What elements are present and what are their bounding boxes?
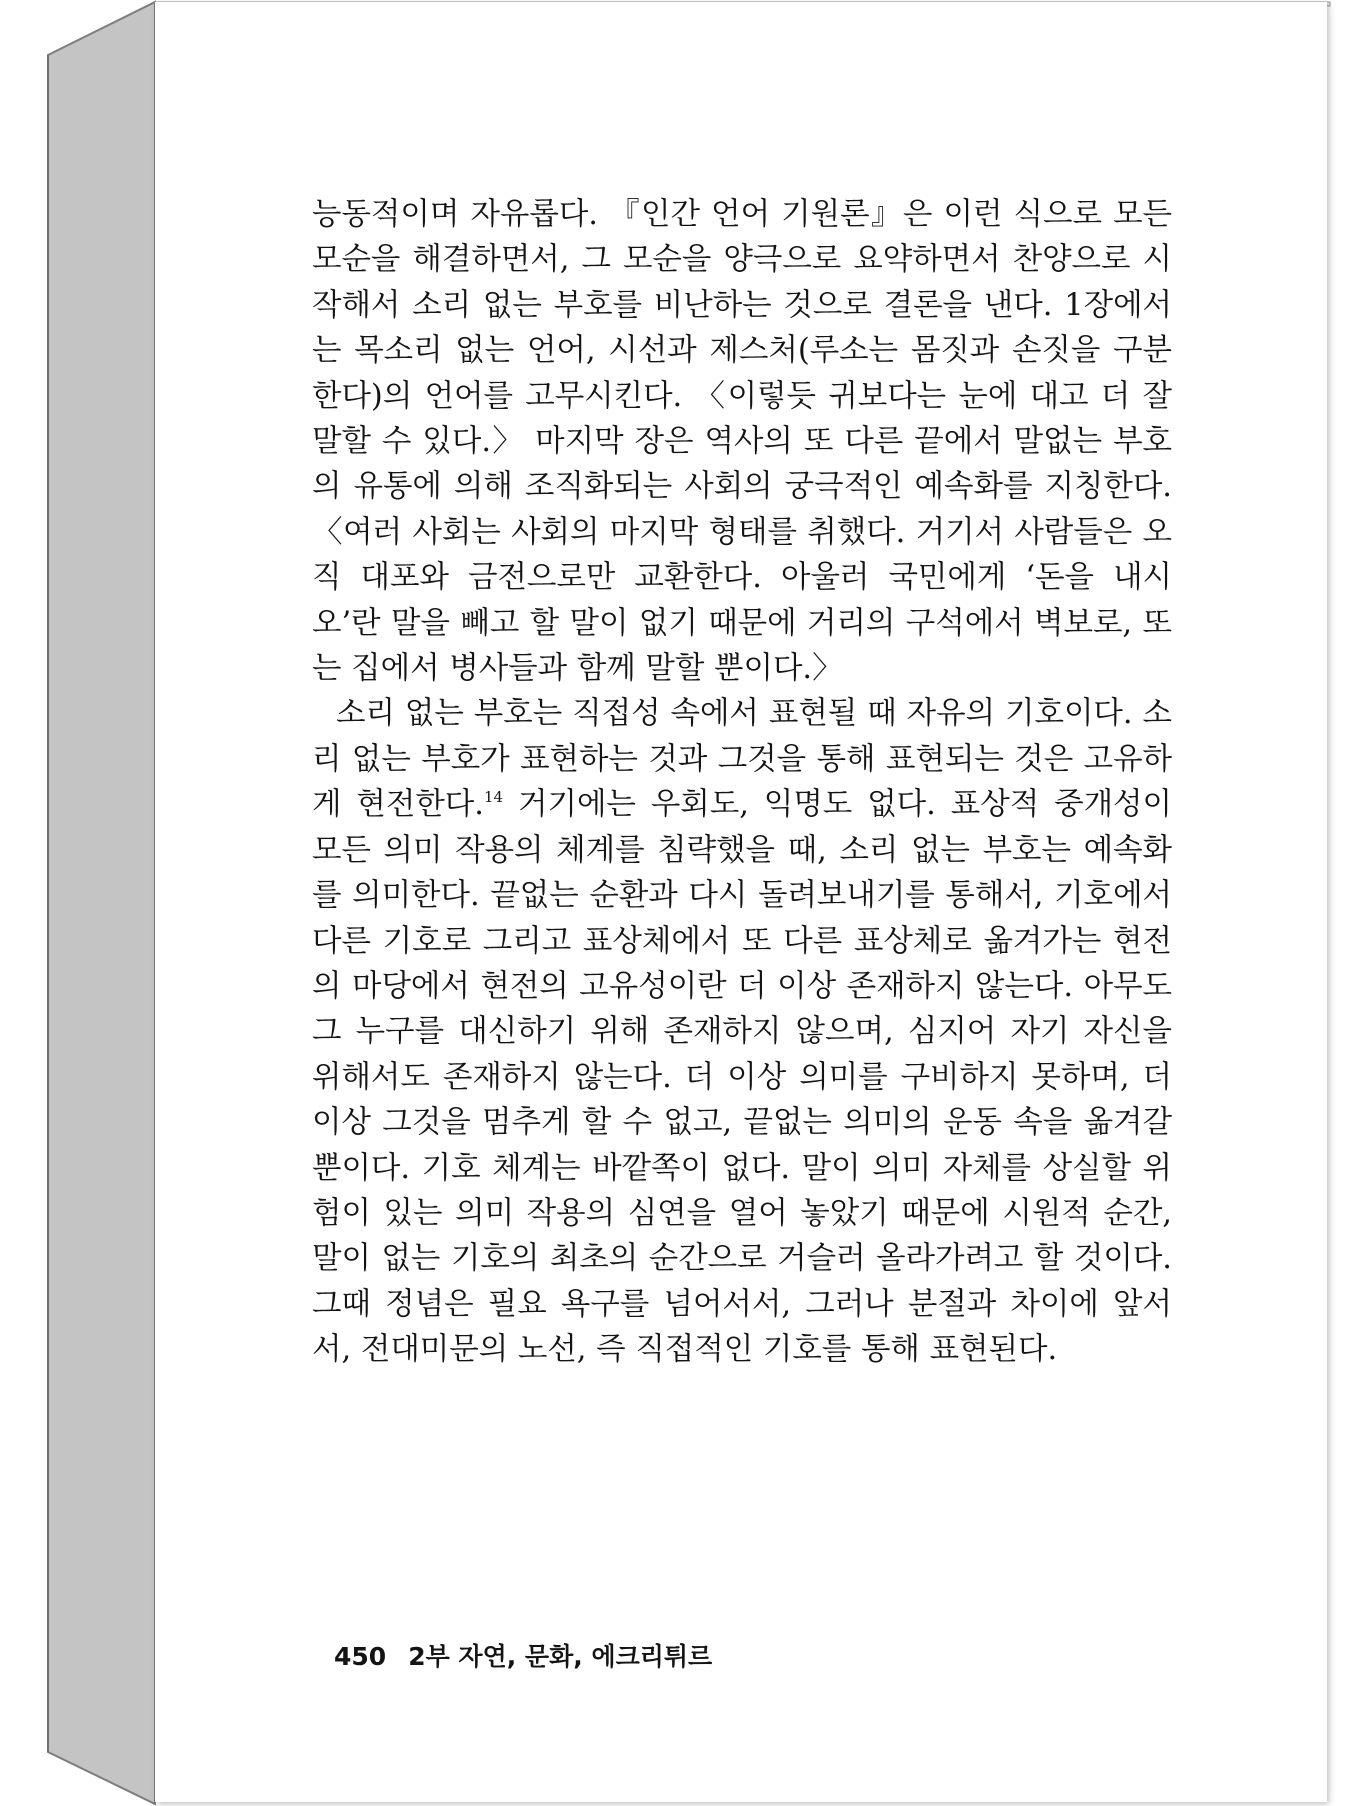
paragraph-2-text-before: 소리 없는 부호는 직접성 속에서 표현될 때 자유의 기호이다. 소리 없는 부호가 표현하는 것과 그것을 통해 표현되는 것은 고유하게 현전한다.: [312, 696, 1172, 823]
paragraph-2-text-after: 거기에는 우회도, 익명도 없다. 표상적 중개성이 모든 의미 작용의 체계를 침략했을 때, 소리 없는 부호는 예속화를 의미한다. 끝없는 순환과 다시 돌려보내기를 통해서, 기호에서 다른 기호로 그리고 표상체에서 또 다른 표상체로 옮겨가는 현전의 마당에서 현전의 고유성이란 더 이상 존재하지 않는다. 아무도 그 누구를 대신하기 위해 존재하지 않으며, 심지어 자기 자신을 위해서도 존재하지 않는다. 더 이상 의미를 구비하지 못하며, 더 이상 그것을 멈추게 할 수 없고, 끝없는 의미의 운동 속을 옮겨갈 뿐이다. 기호 체계는 바깥쪽이 없다. 말이 의미 자체를 상실할 위험이 있는 의미 작용의 심연을 열어 놓았기 때문에 시원적 순간, 말이 없는 기호의 최초의 순간으로 거슬러 올라가려고 할 것이다. 그때 정념은 필요 욕구를 넘어서서, 그러나 분절과 차이에 앞서서, 전대미문의 노선, 즉 직접적인 기호를 통해 표현된다.: [312, 787, 1172, 1368]
book-spine-face: [48, 2, 155, 1804]
paragraph-2: [312, 691, 1172, 1372]
running-title: 2부 자연, 문화, 에크리튀르: [408, 1642, 713, 1671]
page-footer: [334, 1637, 712, 1673]
footnote-marker[interactable]: 14: [483, 788, 504, 807]
paragraph-1: [312, 192, 1172, 691]
body-text: [312, 192, 1172, 1373]
paragraph-1-text: 능동적이며 자유롭다. 『인간 언어 기원론』은 이런 식으로 모든 모순을 해결하면서, 그 모순을 양극으로 요약하면서 찬양으로 시작해서 소리 없는 부호를 비난하는 것으로 결론을 낸다. 1장에서는 목소리 없는 언어, 시선과 제스처(루소는 몸짓과 손짓을 구분한다)의 언어를 고무시킨다. 〈이렇듯 귀보다는 눈에 대고 더 잘 말할 수 있다.〉 마지막 장은 역사의 또 다른 끝에서 말없는 부호의 유통에 의해 조직화되는 사회의 궁극적인 예속화를 지칭한다. 〈여러 사회는 사회의 마지막 형태를 취했다. 거기서 사람들은 오직 대포와 금전으로만 교환한다. 아울러 국민에게 ‘돈을 내시오’란 말을 빼고 할 말이 없기 때문에 거리의 구석에서 벽보로, 또는 집에서 병사들과 함께 말할 뿐이다.〉: [312, 197, 1172, 687]
page-number: 450: [334, 1642, 387, 1671]
